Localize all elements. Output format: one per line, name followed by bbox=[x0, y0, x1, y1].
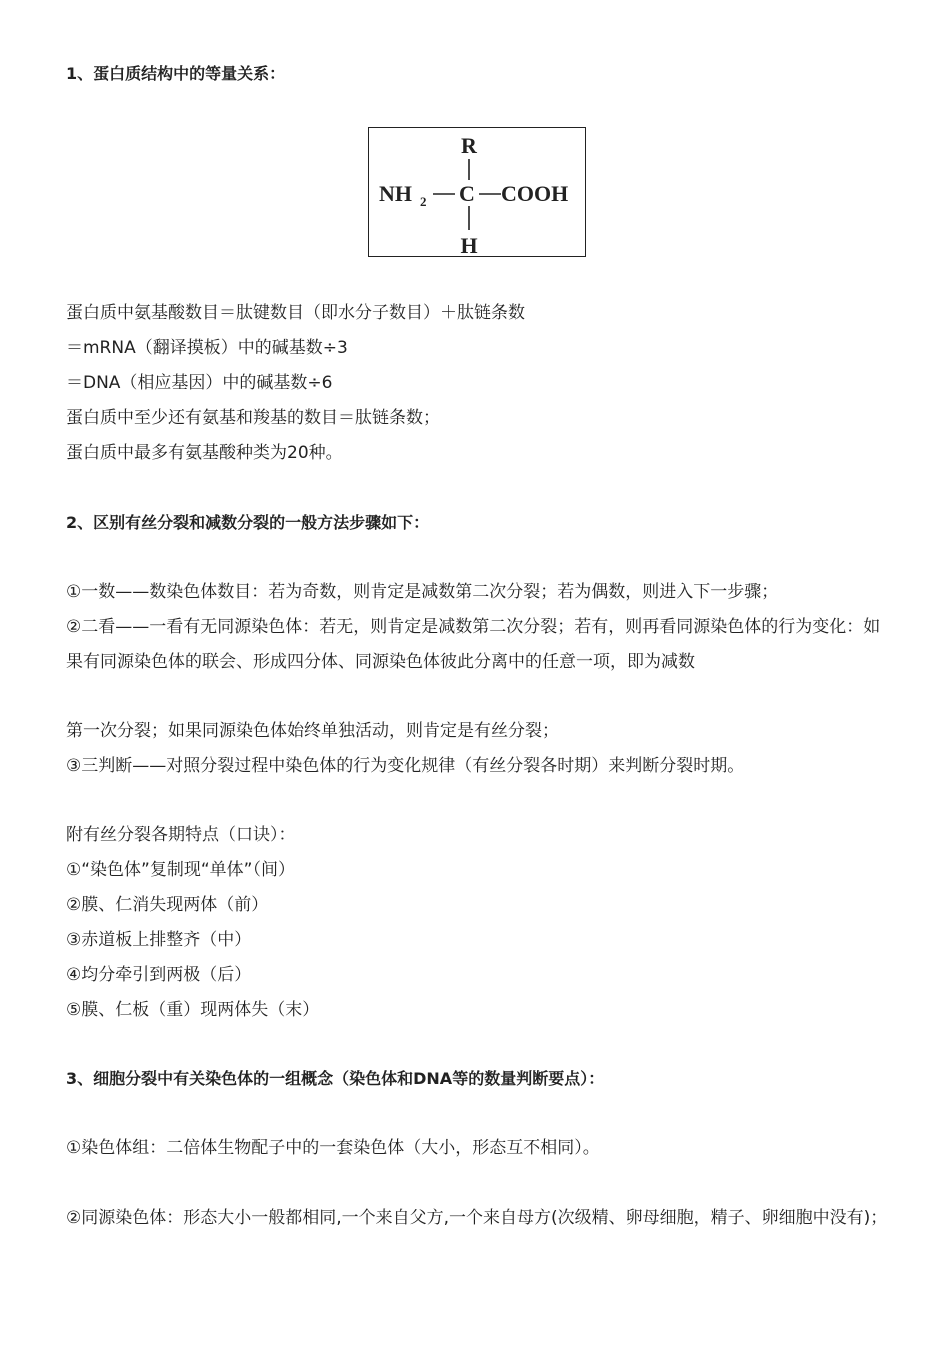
carboxyl-group-label: COOH bbox=[501, 181, 569, 206]
mnemonic-prophase: ②膜、仁消失现两体（前） bbox=[66, 895, 269, 915]
section1-line-3: ＝DNA（相应基因）中的碱基数÷6 bbox=[66, 373, 333, 393]
mnemonic-interphase: ①“染色体”复制现“单体”（间） bbox=[66, 860, 295, 880]
section3-heading: 3、细胞分裂中有关染色体的一组概念（染色体和DNA等的数量判断要点）： bbox=[66, 1069, 605, 1088]
section2-step2: ②二看——一看有无同源染色体：若无，则肯定是减数第二次分裂；若有，则再看同源染色体的行为变化：如果有同源染色体的联会、形成四分体、同源染色体彼此分离中的任意一项，即为减数 bbox=[66, 617, 881, 672]
hydrogen-label: H bbox=[460, 233, 478, 258]
section1-line-1: 蛋白质中氨基酸数目＝肽键数目（即水分子数目）＋肽链条数 bbox=[66, 303, 525, 323]
amino-acid-structure-svg bbox=[369, 128, 587, 258]
r-group-label: R bbox=[461, 133, 477, 158]
section2-heading: 2、区别有丝分裂和减数分裂的一般方法步骤如下： bbox=[66, 513, 430, 532]
mnemonic-metaphase: ③赤道板上排整齐（中） bbox=[66, 930, 252, 950]
section2-step2-continued: 第一次分裂；如果同源染色体始终单独活动，则肯定是有丝分裂； bbox=[66, 721, 559, 741]
amino-subscript: 2 bbox=[420, 194, 427, 209]
section3-concept2: ②同源染色体：形态大小一般都相同,一个来自父方,一个来自母方(次级精、卵母细胞，精子、卵细胞中没有)； bbox=[66, 1208, 888, 1228]
mnemonic-title: 附有丝分裂各期特点（口诀）： bbox=[66, 825, 296, 845]
section2-step3: ③三判断——对照分裂过程中染色体的行为变化规律（有丝分裂各时期）来判断分裂时期。 bbox=[66, 756, 745, 776]
section1-line-4: 蛋白质中至少还有氨基和羧基的数目＝肽链条数； bbox=[66, 408, 440, 428]
amino-acid-structure-diagram bbox=[368, 127, 586, 257]
mnemonic-anaphase: ④均分牵引到两极（后） bbox=[66, 965, 252, 985]
section1-line-2: ＝mRNA（翻译摸板）中的碱基数÷3 bbox=[66, 338, 348, 358]
section2-step1: ①一数——数染色体数目：若为奇数，则肯定是减数第二次分裂；若为偶数，则进入下一步骤； bbox=[66, 582, 779, 602]
alpha-carbon-label: C bbox=[459, 181, 475, 206]
section1-heading: 1、蛋白质结构中的等量关系： bbox=[66, 64, 286, 83]
amino-group-label: NH bbox=[379, 181, 412, 206]
section1-line-5: 蛋白质中最多有氨基酸种类为20种。 bbox=[66, 443, 343, 463]
section3-concept1: ①染色体组：二倍体生物配子中的一套染色体（大小，形态互不相同）。 bbox=[66, 1138, 600, 1158]
mnemonic-telophase: ⑤膜、仁板（重）现两体失（末） bbox=[66, 1000, 320, 1020]
